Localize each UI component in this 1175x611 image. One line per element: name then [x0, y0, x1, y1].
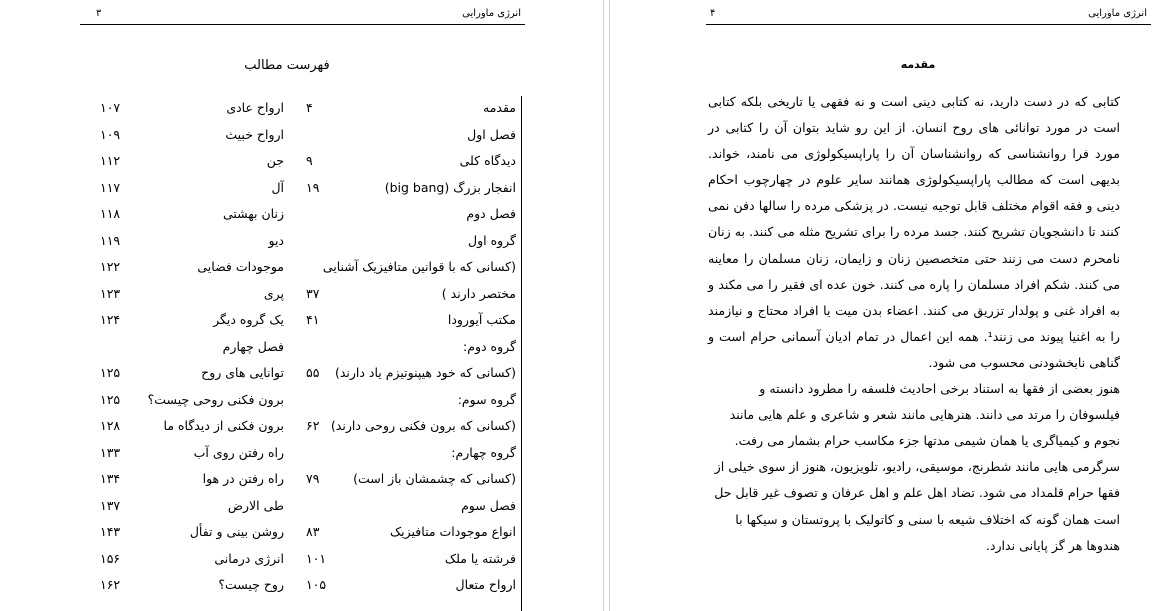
toc-entry-label: مقدمه: [483, 100, 516, 115]
toc-entry: [96, 283, 284, 305]
toc-entry: [296, 283, 516, 305]
toc-entry: [96, 97, 284, 119]
toc-entry-page: ۱۹: [306, 179, 320, 195]
toc-entry-label: فرشته یا ملک: [444, 550, 516, 566]
toc-entry-label: (کسانی که چشمشان باز است): [353, 471, 516, 486]
toc-entry-page: ۱۱۷: [100, 179, 121, 195]
toc-entry-label: انرژی درمانی: [214, 550, 284, 566]
toc-entry: [96, 389, 284, 411]
toc-entry-page: ۱۰۵: [306, 577, 327, 592]
toc-entry-label: برون فکنی روحی چیست؟: [147, 391, 284, 407]
toc-entry: [96, 150, 284, 172]
toc-entry-label: روشن بینی و تفأل: [189, 524, 284, 539]
toc-entry-page: ۹: [306, 153, 313, 168]
toc-entry-page: ۱۱۸: [100, 206, 121, 221]
toc-entry: [296, 415, 516, 437]
left-page-header: [80, 4, 525, 25]
toc-entry: [96, 521, 284, 543]
toc-entry-page: ۱۲۲: [100, 259, 121, 274]
toc-entry-label: توانایی های روح: [201, 365, 284, 380]
toc-entry-page: ۳۷: [306, 285, 320, 301]
toc-entry: [296, 230, 516, 252]
toc-entry: [296, 389, 516, 411]
toc-entry-page: ۱۲۴: [100, 312, 121, 327]
toc-entry: [96, 256, 284, 278]
toc-title: فهرست مطالب: [244, 58, 330, 73]
toc-entry-page: ۱۵۶: [100, 550, 121, 566]
toc-entry-page: ۶۲: [306, 418, 320, 433]
toc-entry-label: فصل اول: [467, 126, 516, 142]
toc-entry-label: گروه سوم:: [457, 391, 516, 407]
toc-entry-page: ۱۲۸: [100, 418, 121, 433]
toc-entry: [96, 415, 284, 437]
toc-entry-label: فصل سوم: [461, 497, 516, 513]
toc-entry-page: ۱۴۳: [100, 524, 121, 539]
toc-entry-page: ۸۳: [306, 524, 320, 539]
toc-entry-page: ۴۱: [306, 312, 320, 327]
toc-entry-label: فصل دوم: [466, 206, 516, 221]
right-page: [610, 0, 1175, 611]
toc-entry: [296, 177, 516, 199]
page-gutter-left: [603, 0, 604, 611]
toc-entry-label: انفجار بزرگ (big bang): [384, 179, 516, 195]
toc-entry: [296, 495, 516, 517]
toc-entry-page: ۱۱۲: [100, 153, 121, 168]
toc-entry-page: ۱۲۵: [100, 365, 121, 380]
intro-paragraph-2: هنوز بعضی از فقها به استناد برخی احادیث فلسفه را مطرود دانسته و فیلسوفان را مرتد می دانند. هنرهایی مانند شعر و شاعری و علم هایی مانند نجوم و کیمیاگری یا همان شیمی مدتها جزء مکاسب حرام بشمار می رفت. سرگرمی هایی مانند شطرنج، موسیقی، رادیو، تلویزیون، هنوز از سوی خیلی از فقها حرام قلمداد می شود. تضاد اهل علم و اهل عرفان و تصوف غیر قابل حل است همان گونه که اختلاف شیعه با سنی و کاتولیک با پروتستان و سیکها با هندوها هر گز پایانی ندارد.: [714, 381, 1120, 553]
toc-entry-page: ۱۰۱: [306, 550, 327, 566]
toc-entry-label: انواع موجودات متافیزیک: [389, 524, 516, 539]
toc-entry-label: ارواح عادی: [226, 100, 284, 115]
toc-entry-label: راه رفتن در هوا: [202, 471, 284, 486]
toc-entry-label: گروه اول: [468, 232, 516, 248]
toc-entry-page: ۱۰۷: [100, 100, 121, 115]
toc-entry-label: راه رفتن روی آب: [193, 444, 284, 460]
intro-paragraph-1: کتابی که در دست دارید، نه کتابی دینی است و نه فقهی یا تاریخی بلکه کتابی است در مورد توانائی های روح انسان. از این رو شاید بتوان آن را کتابی در مورد فرا روانشناسی که روانشناسان آن را پاراپسیکولوژی می نامند، خواند. بدیهی است که مطالب پاراپسیکولوژی همانند سایر علوم در چهارچوب احکام دینی و فقه اقوام مختلف قابل توجیه نیست. در پزشکی مرده را سالها دفن نمی کنند تا دانشجویان تشریح کنند. جسد مرده را برای تشریح مثله می کنند. به زنان نامحرم دست می زنند حتی متخصصین زنان و زایمان، زنان مسلمان را معاینه می کنند. شکم افراد مسلمان را پاره می کنند. خون عده ای فقیر را می مکند و به افراد غنی و پولدار تزریق می کنند. اعضاء بدن میت یا افراد محتاج و نیازمند را به اغنیا پیوند می زنند¹. همه این اعمال در تمام ادیان آسمانی حرام است و گناهی نابخشودنی محسوب می شود.: [708, 94, 1120, 370]
right-page-header: [706, 4, 1151, 25]
toc-entry: [296, 150, 516, 172]
toc-entry-label: ارواح خبیث: [225, 126, 284, 142]
toc-entry-page: ۱۳۷: [100, 497, 121, 513]
toc-entry-label: آل: [271, 179, 284, 195]
toc-entry-page: ۷۹: [306, 471, 320, 486]
toc-entry-label: (کسانی که برون فکنی روحی دارند): [330, 418, 516, 433]
toc-entry-label: دیدگاه کلی: [459, 153, 516, 168]
toc-entry-label: گروه دوم:: [463, 338, 516, 354]
toc-entry: [96, 336, 284, 358]
toc-entry-label: (کسانی که خود هیپنوتیزم یاد دارند): [334, 365, 516, 380]
toc-entry-label: دیو: [268, 232, 284, 248]
toc-entry: [296, 362, 516, 384]
section-title: مقدمه: [900, 58, 936, 71]
toc-entry: [296, 574, 516, 596]
toc-entry-page: ۱۳۳: [100, 444, 121, 460]
toc-entry: [96, 442, 284, 464]
toc-entry-page: ۱۰۹: [100, 126, 121, 142]
toc-entry-label: جن: [266, 153, 284, 168]
toc-entry-label: مکتب آیورودا: [447, 312, 516, 327]
toc-entry: [96, 309, 284, 331]
toc-entry-page: ۱۲۳: [100, 285, 121, 301]
toc-entry-page: ۵۵: [306, 365, 320, 380]
toc-entry-label: فصل چهارم: [222, 338, 284, 354]
toc-entry-label: مختصر دارند ): [441, 285, 516, 301]
toc-entry-page: ۱۲۵: [100, 391, 121, 407]
right-page-header-title: انرژی ماورایی: [1088, 8, 1147, 19]
toc-entry: [296, 97, 516, 119]
toc-entry: [296, 521, 516, 543]
toc-entry: [296, 548, 516, 570]
toc-entry-label: پری: [263, 285, 284, 301]
toc-entry-page: ۱۶۲: [100, 577, 121, 592]
left-page-number: ۳: [96, 8, 102, 19]
toc-entry-label: طی الارض: [227, 497, 284, 513]
right-page-number: ۴: [710, 8, 716, 19]
toc-entry: [296, 336, 516, 358]
toc-entry-label: ارواح متعال: [455, 577, 516, 592]
toc-entry: [96, 124, 284, 146]
toc-entry: [296, 124, 516, 146]
toc-entry: [296, 256, 516, 278]
toc-entry-label: زنان بهشتی: [222, 206, 284, 221]
toc-entry: [96, 574, 284, 596]
toc-entry-label: موجودات فضایی: [197, 259, 284, 274]
toc-entry: [96, 495, 284, 517]
toc-divider: [521, 96, 522, 611]
toc-entry: [296, 309, 516, 331]
toc-entry-label: برون فکنی از دیدگاه ما: [163, 418, 284, 433]
toc-entry: [296, 468, 516, 490]
left-page-header-title: انرژی ماورایی: [462, 8, 521, 19]
toc-entry-label: روح چیست؟: [218, 577, 284, 592]
toc-entry-page: ۴: [306, 100, 313, 115]
toc-entry-label: گروه چهارم:: [451, 444, 516, 460]
toc-entry: [96, 203, 284, 225]
toc-entry-label: یک گروه دیگر: [213, 312, 284, 327]
toc-entry: [296, 203, 516, 225]
toc-entry: [96, 177, 284, 199]
toc-entry: [96, 468, 284, 490]
toc-entry-label: (کسانی که با قوانین متافیزیک آشنایی: [322, 259, 516, 274]
intro-body: [708, 89, 1120, 559]
toc-entry: [96, 548, 284, 570]
toc-entry: [96, 362, 284, 384]
toc-entry: [296, 442, 516, 464]
toc-entry-page: ۱۱۹: [100, 232, 121, 248]
toc-entry-page: ۱۳۴: [100, 471, 121, 486]
toc-entry: [96, 230, 284, 252]
